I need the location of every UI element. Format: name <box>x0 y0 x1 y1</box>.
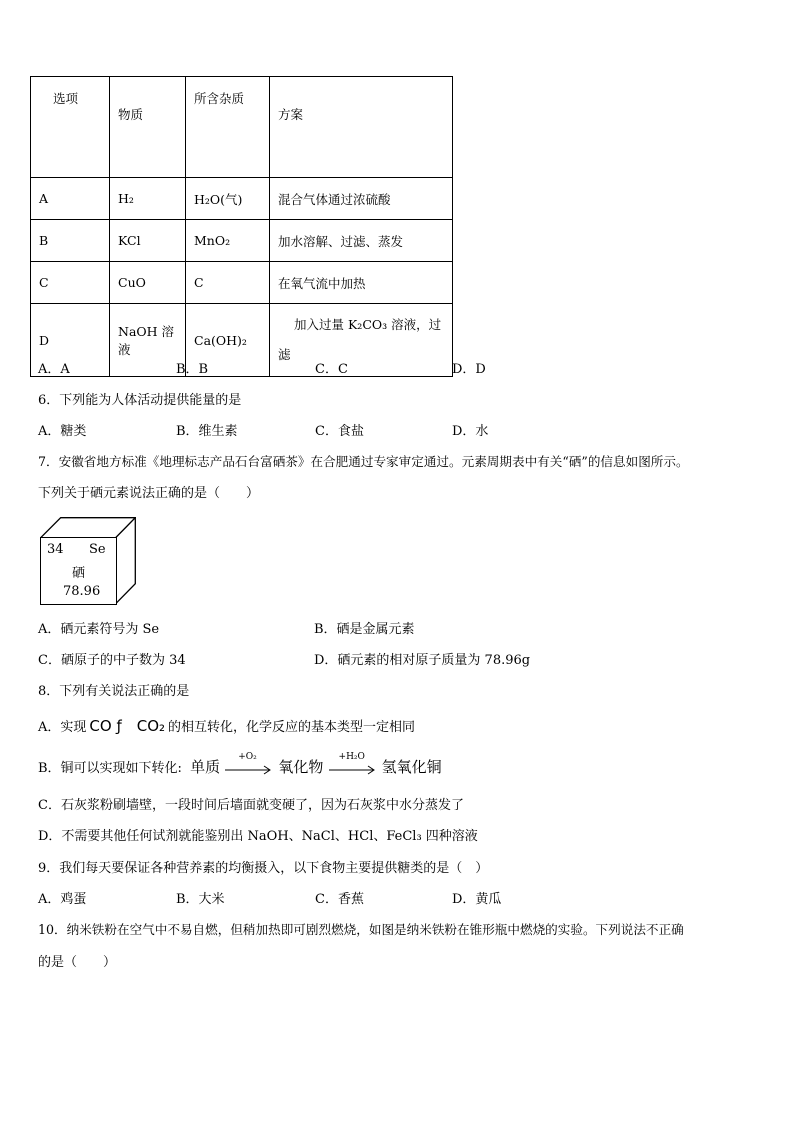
reaction-arrow-1-label: +O₂ <box>238 751 257 762</box>
q8-option-b-prefix: B．铜可以实现如下转化: <box>38 761 182 776</box>
q5-option-a[interactable]: A．A <box>38 362 70 377</box>
cell-method: 混合气体通过浓硫酸 <box>270 178 453 220</box>
q8-option-b-substance3: 氢氧化铜 <box>381 758 442 776</box>
q9-option-d[interactable]: D．黄瓜 <box>452 892 502 907</box>
q9-option-b[interactable]: B．大米 <box>176 892 225 907</box>
q8-option-a-suffix: 的相互转化，化学反应的基本类型一定相同 <box>168 720 416 735</box>
header-method: 方案 <box>270 77 453 178</box>
table-row <box>31 304 453 377</box>
q9-option-a[interactable]: A．鸡蛋 <box>38 892 87 907</box>
q7-option-a[interactable]: A．硒元素符号为 Se <box>38 622 160 637</box>
table-row <box>31 178 453 220</box>
q6-stem: 6．下列能为人体活动提供能量的是 <box>38 393 242 408</box>
table-row <box>31 220 453 262</box>
cell-method-line2: 滤 <box>278 347 291 362</box>
reaction-arrow-1-icon <box>224 751 274 777</box>
element-name: 硒 <box>72 566 86 581</box>
q9-stem: 9．我们每天要保证各种营养素的均衡摄入，以下食物主要提供糖类的是（ ） <box>38 861 489 876</box>
header-impurity: 所含杂质 <box>186 77 270 178</box>
selenium-element-card <box>40 517 136 605</box>
header-option: 选项 <box>31 77 110 178</box>
q8-option-b-substance1: 单质 <box>190 758 221 776</box>
q6-option-b[interactable]: B．维生素 <box>176 424 238 439</box>
q10-stem-line2: 的是（ ） <box>38 955 117 970</box>
q7-stem-line1: 7．安徽省地方标准《地理标志产品石台富硒茶》在合肥通过专家审定通过。元素周期表中有关“硒”的信息如图所示。 <box>38 454 689 469</box>
cell-method: 加水溶解、过滤、蒸发 <box>270 220 453 262</box>
q5-option-b[interactable]: B．B <box>176 362 209 377</box>
cell-impurity: C <box>186 262 270 304</box>
q6-option-d[interactable]: D．水 <box>452 424 489 439</box>
impurity-table <box>30 76 453 377</box>
q8-option-c[interactable]: C．石灰浆粉刷墙壁，一段时间后墙面就变硬了，因为石灰浆中水分蒸发了 <box>38 798 464 813</box>
q7-option-b[interactable]: B．硒是金属元素 <box>314 622 415 637</box>
element-card-front <box>40 537 117 605</box>
q8-option-a-prefix: A．实现 <box>38 720 87 735</box>
reaction-arrow-2-label: +H₂O <box>338 751 365 762</box>
q7-option-c[interactable]: C．硒原子的中子数为 34 <box>38 653 186 668</box>
table-row <box>31 262 453 304</box>
q5-option-d[interactable]: D．D <box>452 362 486 377</box>
reaction-arrow-2-icon <box>328 751 378 777</box>
cell-method: 在氧气流中加热 <box>270 262 453 304</box>
q8-stem: 8．下列有关说法正确的是 <box>38 684 190 699</box>
q10-stem-line1: 10．纳米铁粉在空气中不易自燃，但稍加热即可剧烈燃烧，如图是纳米铁粉在锥形瓶中燃烧的实验。下列说法不正确 <box>38 922 684 937</box>
q8-option-a[interactable] <box>38 715 415 736</box>
cell-option: B <box>31 220 110 262</box>
atomic-number: 34 <box>47 542 64 557</box>
q7-stem-line2: 下列关于硒元素说法正确的是（ ） <box>38 486 260 501</box>
q7-option-d[interactable]: D．硒元素的相对原子质量为 78.96g <box>314 653 531 668</box>
q5-option-c[interactable]: C．C <box>315 362 348 377</box>
q8-option-b-substance2: 氧化物 <box>278 758 324 776</box>
atomic-mass: 78.96 <box>63 584 101 599</box>
cell-option: A <box>31 178 110 220</box>
q8-option-d[interactable]: D．不需要其他任何试剂就能鉴别出 NaOH、NaCl、HCl、FeCl₃ 四种溶液 <box>38 829 478 844</box>
cell-option: D <box>31 304 110 377</box>
header-substance: 物质 <box>110 77 186 178</box>
cell-substance: CuO <box>110 262 186 304</box>
element-symbol: Se <box>89 542 106 557</box>
cell-method <box>270 304 453 377</box>
cell-substance: KCl <box>110 220 186 262</box>
cell-impurity: Ca(OH)₂ <box>186 304 270 377</box>
q8-option-b[interactable] <box>38 751 442 777</box>
q6-option-a[interactable]: A．糖类 <box>38 424 87 439</box>
table-header-row <box>31 77 453 178</box>
cell-impurity: H₂O(气) <box>186 178 270 220</box>
q9-option-c[interactable]: C．香蕉 <box>315 892 364 907</box>
cell-method-line1: 加入过量 K₂CO₃ 溶液，过 <box>294 317 442 332</box>
q8-option-a-formula: CO ƒ CO₂ <box>89 717 166 735</box>
cell-substance: NaOH 溶液 <box>110 304 186 377</box>
cell-option: C <box>31 262 110 304</box>
q6-option-c[interactable]: C．食盐 <box>315 424 364 439</box>
cell-substance: H₂ <box>110 178 186 220</box>
cell-impurity: MnO₂ <box>186 220 270 262</box>
